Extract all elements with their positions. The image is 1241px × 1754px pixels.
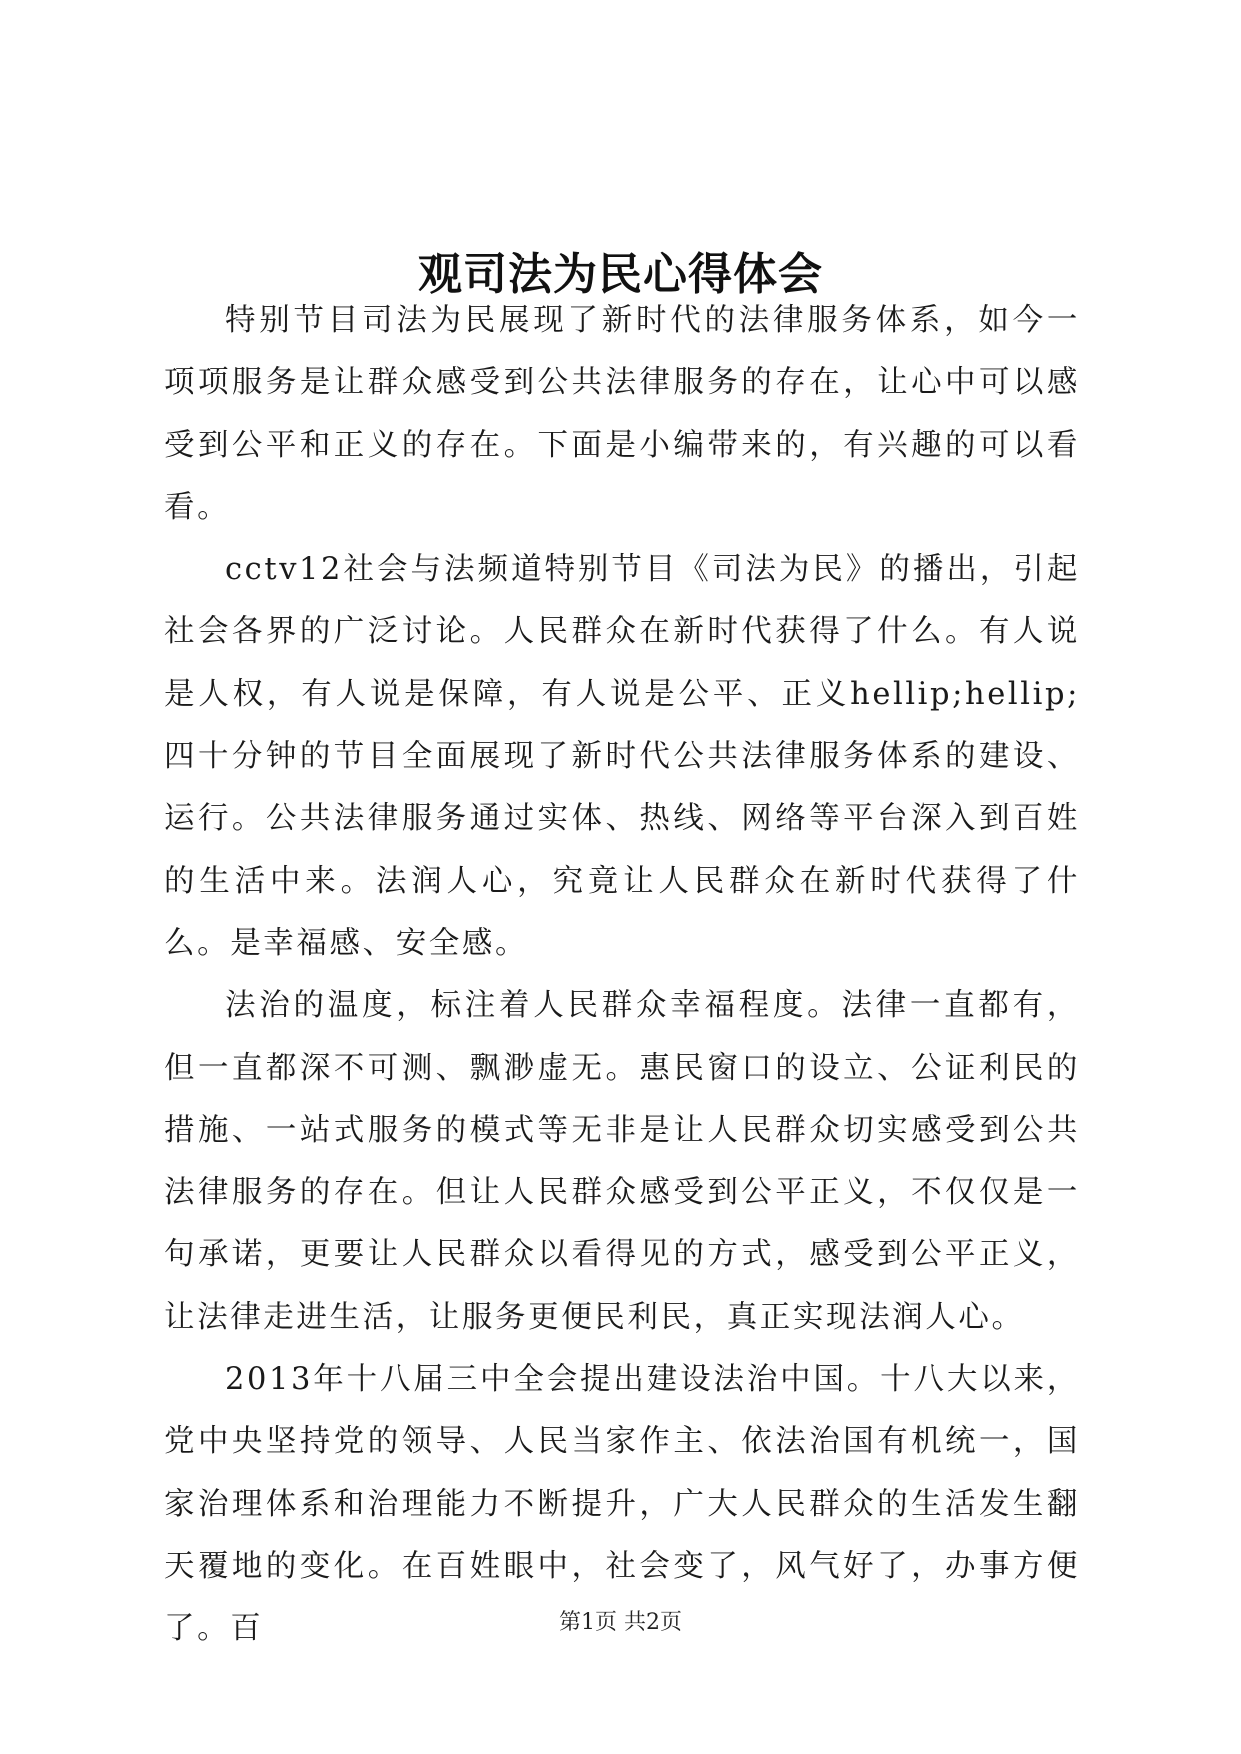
paragraph-program: cctv12社会与法频道特别节目《司法为民》的播出，引起社会各界的广泛讨论。人民群众在新时代获得了什么。有人说是人权，有人说是保障，有人说是公平、正义hellip;hellip;四十分钟的节目全面展现了新时代公共法律服务体系的建设、运行。公共法律服务通过实体、热线、网络等平台深入到百姓的生活中来。法润人心，究竟让人民群众在新时代获得了什么。是幸福感、安全感。 — [164, 552, 1080, 961]
page-number-footer: 第1页 共2页 — [559, 1610, 682, 1635]
paragraph-intro: 特别节目司法为民展现了新时代的法律服务体系，如今一项项服务是让群众感受到公共法律服务的存在，让心中可以感受到公平和正义的存在。下面是小编带来的，有兴趣的可以看看。 — [164, 303, 1080, 525]
document-body — [164, 290, 1080, 1661]
paragraph-rule-of-law: 法治的温度，标注着人民群众幸福程度。法律一直都有，但一直都深不可测、飘渺虚无。惠民窗口的设立、公证利民的措施、一站式服务的模式等无非是让人民群众切实感受到公共法律服务的存在。但让人民群众感受到公平正义，不仅仅是一句承诺，更要让人民群众以看得见的方式，感受到公平正义，让法律走进生活，让服务更便民利民，真正实现法润人心。 — [164, 988, 1080, 1335]
document-title: 观司法为民心得体会 — [418, 249, 823, 301]
paragraph-2013: 2013年十八届三中全会提出建设法治中国。十八大以来，党中央坚持党的领导、人民当家作主、依法治国有机统一，国家治理体系和治理能力不断提升，广大人民群众的生活发生翻天覆地的变化。在百姓眼中，社会变了，风气好了，办事方便了。百 — [164, 1362, 1080, 1647]
